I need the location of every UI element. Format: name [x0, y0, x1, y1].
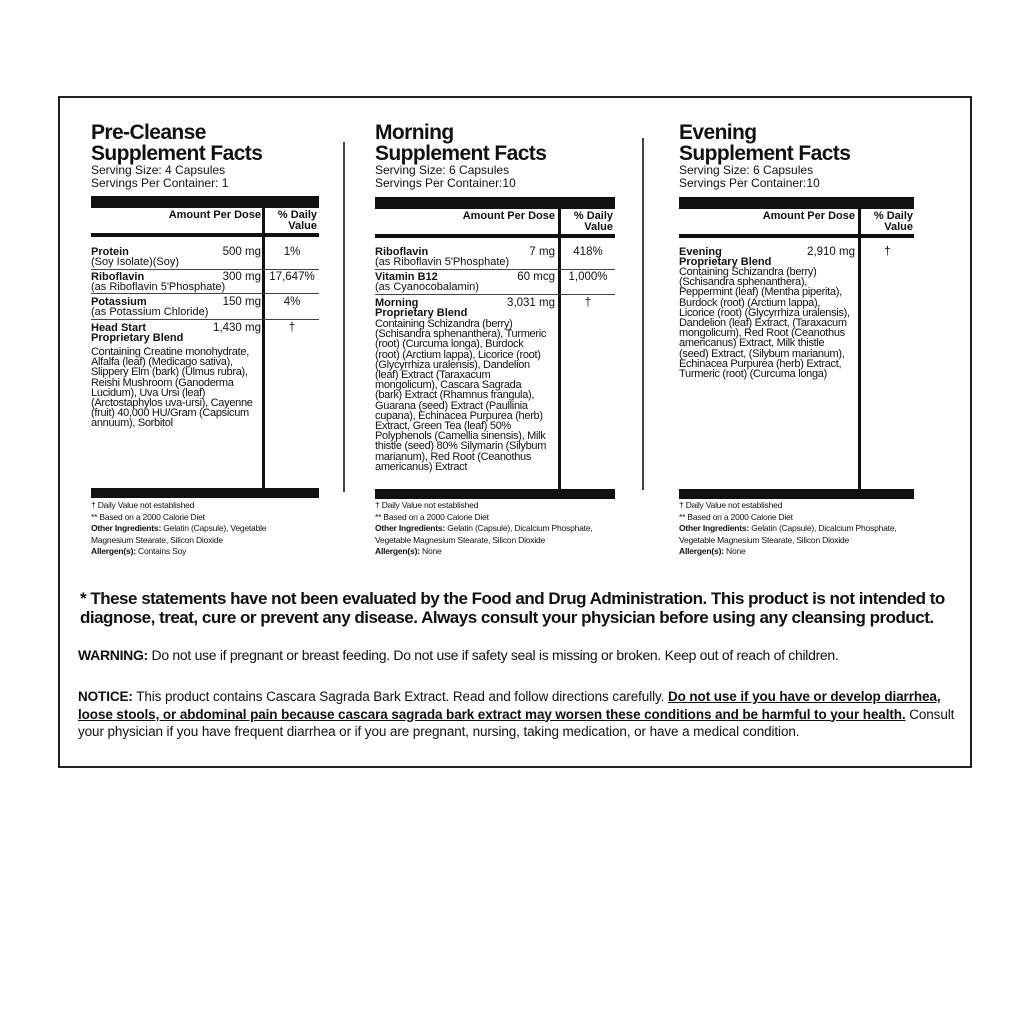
nutrient-dv: 1,000%: [568, 271, 608, 283]
nutrient-name: Riboflavin: [375, 246, 429, 258]
row-separator: [91, 319, 319, 320]
footnote-dagger: † Daily Value not established: [679, 500, 783, 510]
allergens-text: None: [422, 546, 442, 556]
other-ingredients-label: Other Ingredients:: [91, 523, 162, 533]
facts-table-pre-cleanse: [91, 196, 319, 501]
blend-amount: 2,910 mg: [807, 246, 855, 258]
allergens: [91, 546, 303, 558]
nutrient-amount: 7 mg: [529, 246, 555, 258]
notice-text-2: Consult your physician if you have frequent diarrhea or if you are pregnant, nursing, taking medication, or have a medical condition.: [78, 706, 955, 739]
table-bottom-bar: [91, 488, 319, 498]
blend-dv: †: [288, 322, 296, 334]
header-daily-value: % Daily Value: [873, 210, 913, 233]
notice-underlined-warning: Do not use if you have or develop diarrhea, loose stools, or abdominal pain because cascara sagrada bark extract may worsen these conditions and be harmful to your health.: [78, 689, 941, 722]
nutrient-name: Protein: [91, 246, 129, 258]
panel-title-line2: Supplement Facts: [679, 142, 851, 165]
nutrient-source: (as Riboflavin 5'Phosphate): [91, 281, 226, 293]
header-amount: Amount Per Dose: [462, 210, 555, 222]
nutrient-source: (as Cyanocobalamin): [375, 281, 479, 293]
nutrient-name: Riboflavin: [91, 271, 145, 283]
allergens: [679, 546, 919, 558]
table-bottom-bar: [679, 489, 914, 499]
servings-per-container: Servings Per Container:10: [679, 175, 820, 190]
other-ingredients-text: Gelatin (Capsule), Vegetable Magnesium Stearate, Silicon Dioxide: [91, 523, 267, 545]
footnote-calorie: ** Based on a 2000 Calorie Diet: [375, 511, 489, 522]
notice-text-1: This product contains Cascara Sagrada Bark Extract. Read and follow directions carefully.: [132, 689, 668, 704]
nutrient-dv: 17,647%: [269, 271, 315, 283]
header-rule: [679, 234, 914, 238]
facts-table-morning: [375, 197, 615, 502]
allergens-label: Allergen(s):: [679, 546, 724, 556]
warning-label: WARNING:: [78, 647, 148, 663]
servings-per-container: Servings Per Container: 1: [91, 175, 229, 190]
nutrient-dv: 4%: [283, 296, 301, 308]
warning-text: Do not use if pregnant or breast feeding. Do not use if safety seal is missing or broken. Keep out of reach of children.: [147, 647, 839, 663]
blend-name: Morning: [375, 297, 419, 309]
blend-name-line2: Proprietary Blend: [679, 256, 772, 268]
header-rule: [91, 233, 319, 237]
row-separator: [91, 293, 319, 294]
panel-footnotes: [375, 500, 615, 558]
allergens-text: Contains Soy: [138, 546, 187, 556]
blend-ingredients: Containing Creatine monohydrate, Alfalfa (leaf) (Medicago sativa), Slippery Elm (bark) (Ulmus rubra), Reishi Mushroom (Ganoderma Lucidum), Uva Ursi (leaf) (Arctostaphylos uva-ursi), Cayenne (fruit) 40,000 HU/Gram (Capsicum annuum), Sorbitol: [91, 346, 253, 430]
row-separator: [91, 269, 319, 270]
header-amount: Amount Per Dose: [762, 210, 855, 222]
blend-dv: †: [584, 297, 592, 309]
table-top-bar: [91, 196, 319, 208]
other-ingredients-text: Gelatin (Capsule), Dicalcium Phosphate, Vegetable Magnesium Stearate, Silicon Dioxide: [679, 523, 897, 545]
header-daily-value: % Daily Value: [573, 210, 613, 233]
nutrient-source: (Soy Isolate)(Soy): [91, 256, 180, 268]
header-rule: [375, 234, 615, 238]
nutrient-dv: 418%: [573, 246, 603, 258]
panel-divider: [343, 142, 345, 492]
warning-statement: [78, 646, 968, 664]
header-amount: Amount Per Dose: [168, 209, 261, 221]
other-ingredients-label: Other Ingredients:: [375, 523, 446, 533]
allergens-label: Allergen(s):: [375, 546, 420, 556]
row-separator: [375, 294, 615, 295]
other-ingredients: [679, 523, 919, 546]
blend-name: Evening: [679, 246, 722, 258]
notice-label: NOTICE:: [78, 689, 133, 704]
panel-footnotes: [679, 500, 919, 558]
panel-title-line1: Evening: [679, 121, 757, 144]
serving-size: Serving Size: 6 Capsules: [375, 163, 510, 177]
blend-ingredients: Containing Schizandra (berry) (Schisandra sphenanthera), Peppermint (leaf) (Mentha piperita), Burdock (root) (Arctium lappa), Licorice (root) (Glycyrrhiza uralensis), Dandelion (leaf) Extract, (Taraxacum mongolicum), Red Root (Ceanothus americanus) Extract, Milk thistle (seed) Extract, (Silybum marianum), Echinacea Purpurea (herb) Extract, Turmeric (root) (Curcuma longa): [679, 266, 850, 381]
panel-title-line1: Pre-Cleanse: [91, 121, 206, 144]
blend-ingredients: Containing Schizandra (berry) (Schisandra sphenanthera), Turmeric (root) (Curcuma longa), Burdock (root) (Arctium lappa), Licorice (root) (Glycyrrhiza uralensis), Dandelion (leaf) Extract (Taraxacum mongolicum), Cascara Sagrada (bark) Extract (Rhamnus frangula), Guarana (seed) Extract (Paullinia cupana), Echinacea Purpurea (herb) Extract, Green Tea (leaf) 50% Polyphenols (Camellia sinensis), Milk thistle (seed) 80% Silymarin (Silybum marianum), Red Root (Ceanothus americanus) Extract: [375, 318, 547, 473]
table-bottom-bar: [375, 489, 615, 499]
panel-title-line2: Supplement Facts: [375, 142, 547, 165]
allergens-label: Allergen(s):: [91, 546, 136, 556]
blend-name-line2: Proprietary Blend: [375, 307, 468, 319]
panel-footnotes: [91, 500, 303, 558]
panel-morning: [375, 122, 605, 189]
header-daily-value: % Daily Value: [277, 209, 317, 232]
blend-name-line2: Proprietary Blend: [91, 332, 184, 344]
other-ingredients-text: Gelatin (Capsule), Dicalcium Phosphate, Vegetable Magnesium Stearate, Silicon Dioxide: [375, 523, 593, 545]
other-ingredients-label: Other Ingredients:: [679, 523, 750, 533]
other-ingredients: [375, 523, 615, 546]
table-top-bar: [679, 197, 914, 209]
blend-amount: 1,430 mg: [213, 322, 261, 334]
serving-size: Serving Size: 4 Capsules: [91, 163, 226, 177]
panel-pre-cleanse: [91, 122, 321, 189]
blend-dv: †: [884, 246, 891, 258]
blend-amount: 3,031 mg: [507, 297, 555, 309]
blend-name: Head Start: [91, 322, 147, 334]
nutrient-name: Vitamin B12: [375, 271, 438, 283]
nutrient-amount: 300 mg: [222, 271, 261, 283]
facts-table-evening: [679, 197, 914, 502]
row-separator: [375, 269, 615, 270]
footnote-calorie: ** Based on a 2000 Calorie Diet: [679, 511, 793, 522]
panel-evening: [679, 122, 909, 189]
footnote-calorie: ** Based on a 2000 Calorie Diet: [91, 511, 205, 522]
notice-statement: [78, 688, 964, 741]
nutrient-amount: 500 mg: [222, 246, 261, 258]
panel-title-line2: Supplement Facts: [91, 142, 263, 165]
nutrient-source: (as Potassium Chloride): [91, 306, 209, 318]
panel-title-line1: Morning: [375, 121, 454, 144]
table-top-bar: [375, 197, 615, 209]
serving-size: Serving Size: 6 Capsules: [679, 163, 814, 177]
servings-per-container: Servings Per Container:10: [375, 175, 516, 190]
footnote-dagger: † Daily Value not established: [91, 500, 195, 510]
other-ingredients: [91, 523, 303, 546]
nutrient-name: Potassium: [91, 296, 147, 308]
nutrient-amount: 60 mcg: [517, 271, 555, 283]
allergens: [375, 546, 615, 558]
nutrient-amount: 150 mg: [222, 296, 261, 308]
footnote-dagger: † Daily Value not established: [375, 500, 479, 510]
panel-divider: [642, 138, 644, 490]
nutrient-source: (as Riboflavin 5'Phosphate): [375, 256, 510, 268]
nutrient-dv: 1%: [283, 246, 301, 258]
fda-disclaimer: * These statements have not been evaluated by the Food and Drug Administration. This product is not intended to diagnose, treat, cure or prevent any disease. Always consult your physician before using any cleansing product.: [80, 589, 945, 627]
allergens-text: None: [726, 546, 746, 556]
